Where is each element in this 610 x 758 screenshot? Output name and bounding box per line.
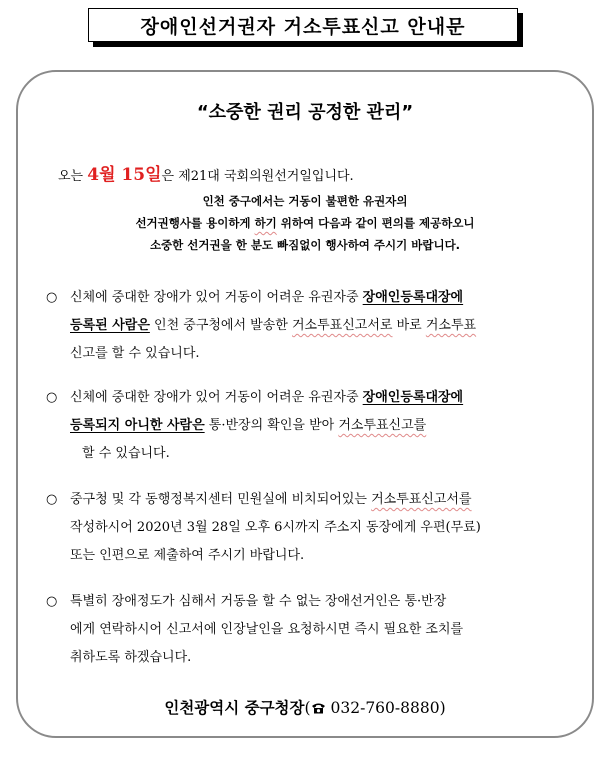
intro-paragraph [0,190,610,256]
phone-icon [311,702,326,714]
notice-item-1: ○ 신체에 중대한 장애가 있어 거동이 어려운 유권자중 장애인등록대장에 등록된 사람은 인천 중구청에서 발송한 거소투표신고서로 바로 거소투표 신고를 할 수 있습니다. [46,284,586,368]
notice-item-4: ○ 특별히 장애정도가 심해서 거동을 할 수 없는 장애선거인은 통·반장 에게 연락하시어 신고서에 인장날인을 요청하시면 즉시 필요한 조치를 취하도록 하겠습니다. [46,588,586,672]
phone-number: 032-760-8880 [330,699,440,717]
issuer: 인천광역시 중구청장 [164,699,305,717]
emphasis: 등록된 사람은 [70,318,150,333]
page-title: 장애인선거권자 거소투표신고 안내문 [88,8,518,42]
footer-contact: 인천광역시 중구청장( 032-760-8880) [164,699,446,717]
date-prefix: 오는 [58,169,88,184]
emphasis: 등록되지 아니한 사람은 [70,418,205,433]
intro-line: 소중한 선거권을 한 분도 빠짐없이 행사하여 주시기 바랍니다. [149,238,461,252]
date-suffix: 은 제21대 국회의원선거일입니다. [161,169,354,184]
emphasis: 장애인등록대장에 [362,390,464,405]
slogan: “소중한 권리 공정한 관리” [196,102,414,123]
election-date-line [58,160,354,185]
bullet-icon: ○ [46,390,58,405]
notice-item-3: ○ 중구청 및 각 동행정복지센터 민원실에 비치되어있는 거소투표신고서를 작성하시어 2020년 3월 28일 오후 6시까지 주소지 동장에게 우편(무료) 또는 인편으로 제출하여 주시기 바랍니다. [46,486,586,570]
title-banner [88,8,520,44]
election-date: 4월 15일 [87,165,162,185]
emphasis: 장애인등록대장에 [362,290,464,305]
intro-line: 선거권행사를 용이하게 하기 위하여 다음과 같이 편의를 제공하오니 [135,216,475,230]
notice-item-2: ○ 신체에 중대한 장애가 있어 거동이 어려운 유권자중 장애인등록대장에 등록되지 아니한 사람은 통·반장의 확인을 받아 거소투표신고를 할 수 있습니다. [46,384,586,468]
bullet-icon: ○ [46,492,58,507]
bullet-icon: ○ [46,290,58,305]
bullet-icon: ○ [46,594,58,609]
intro-line: 인천 중구에서는 거동이 불편한 유권자의 [202,194,408,208]
